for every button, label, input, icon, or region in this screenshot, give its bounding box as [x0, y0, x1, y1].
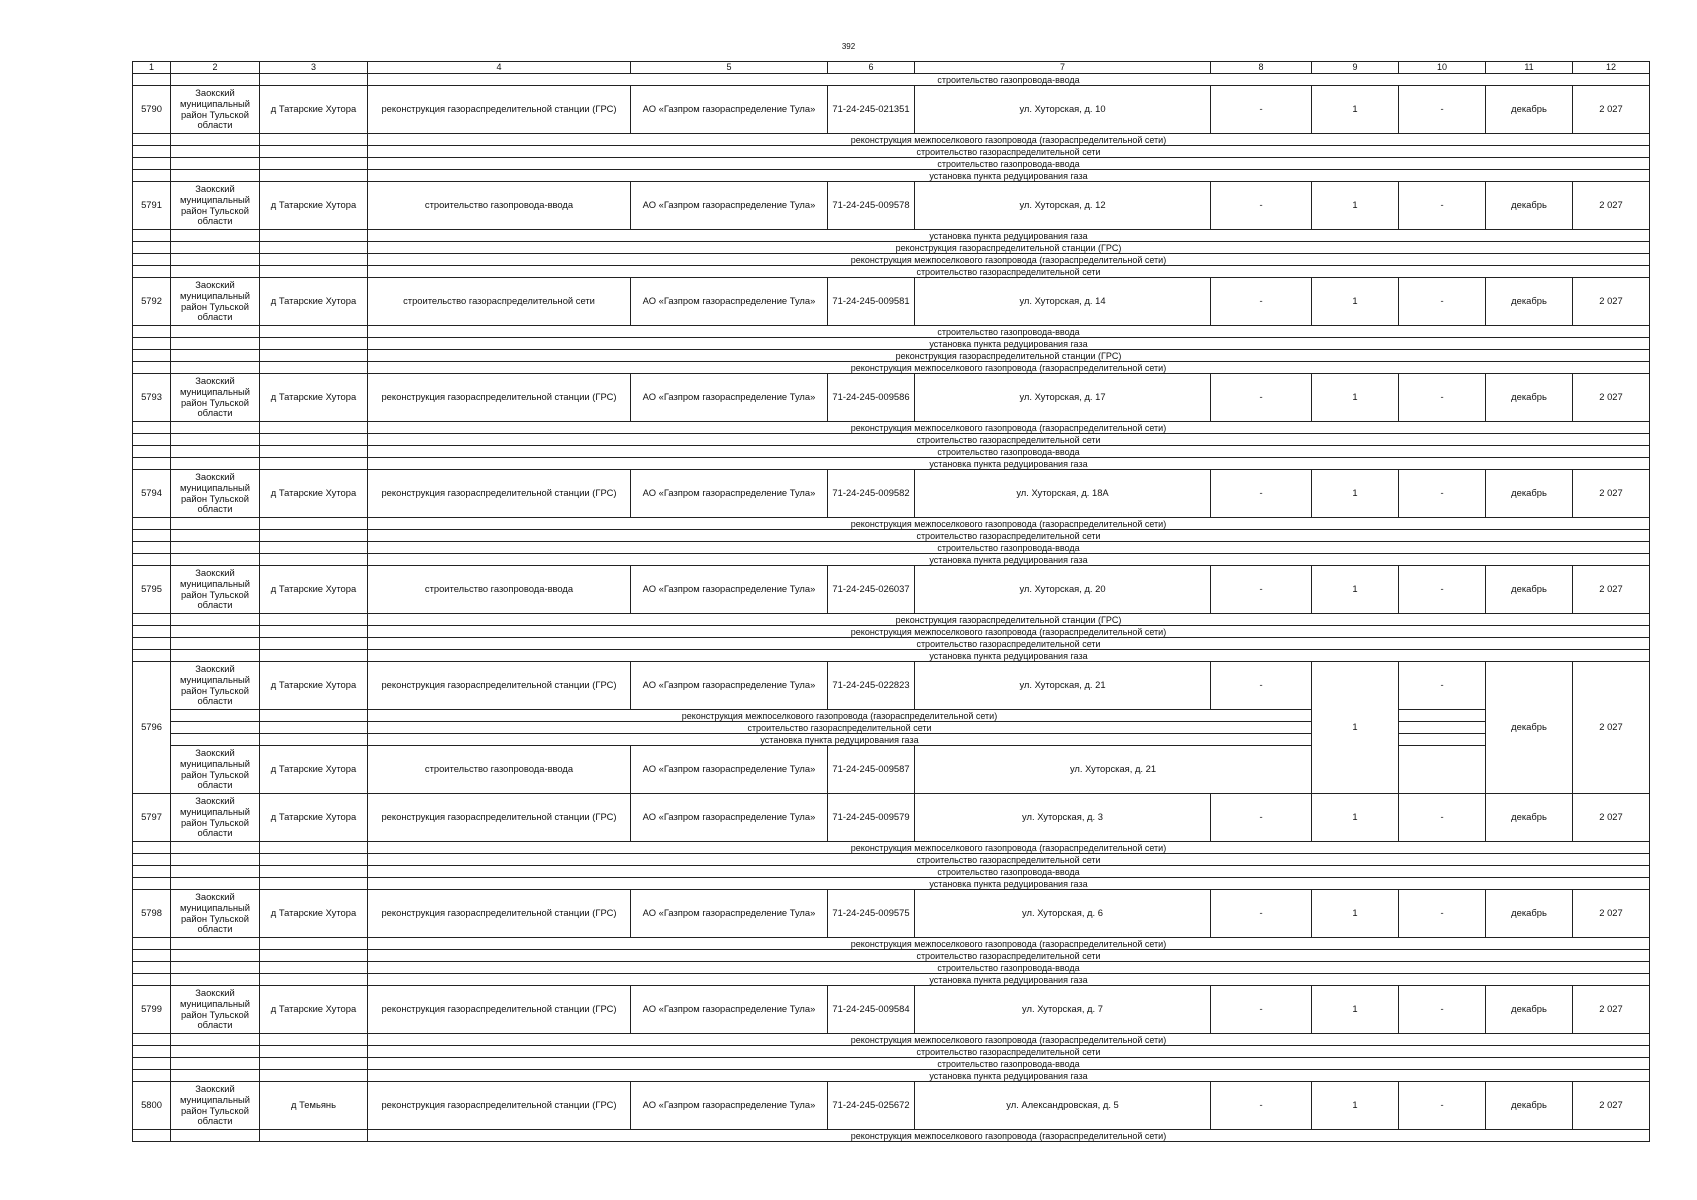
row-number: 5799: [133, 986, 171, 1034]
code-cell: 71-24-245-009581: [828, 278, 915, 326]
code-cell: 71-24-245-009582: [828, 470, 915, 518]
work-type: строительство газораспределительной сети: [368, 854, 1650, 866]
district-cell: Заокский муниципальный район Тульской области: [171, 890, 260, 938]
village-cell: д Татарские Хутора: [260, 746, 368, 794]
work-cell: строительство газораспределительной сети: [368, 278, 631, 326]
col9-cell: 1: [1312, 182, 1399, 230]
work-type: строительство газопровода-ввода: [368, 74, 1650, 86]
work-type: реконструкция межпоселкового газопровода (газораспределительной сети): [368, 422, 1650, 434]
address-cell: ул. Хуторская, д. 3: [915, 794, 1211, 842]
col10-cell: -: [1399, 794, 1486, 842]
month-cell: декабрь: [1486, 1082, 1573, 1130]
code-cell: 71-24-245-021351: [828, 86, 915, 134]
work-row: [133, 734, 1650, 746]
district-cell: Заокский муниципальный район Тульской области: [171, 278, 260, 326]
column-number: 4: [368, 62, 631, 74]
page-number: 392: [841, 42, 856, 51]
address-cell: ул. Хуторская, д. 10: [915, 86, 1211, 134]
col10-cell: -: [1399, 1082, 1486, 1130]
work-type: реконструкция газораспределительной станции (ГРС): [368, 242, 1650, 254]
address-cell: ул. Хуторская, д. 12: [915, 182, 1211, 230]
work-row: [133, 974, 1650, 986]
work-cell: строительство газопровода-ввода: [368, 746, 631, 794]
col9-cell: 1: [1312, 86, 1399, 134]
code-cell: 71-24-245-009578: [828, 182, 915, 230]
table-row: [133, 662, 1650, 710]
work-type: строительство газопровода-ввода: [368, 962, 1650, 974]
organization-cell: АО «Газпром газораспределение Тула»: [631, 278, 828, 326]
work-type: установка пункта редуцирования газа: [368, 458, 1650, 470]
work-type: реконструкция межпоселкового газопровода (газораспределительной сети): [368, 938, 1650, 950]
col10-cell: -: [1399, 182, 1486, 230]
col10-cell: -: [1399, 86, 1486, 134]
work-cell: реконструкция газораспределительной станции (ГРС): [368, 86, 631, 134]
organization-cell: АО «Газпром газораспределение Тула»: [631, 566, 828, 614]
work-cell: реконструкция газораспределительной станции (ГРС): [368, 470, 631, 518]
col9-cell: 1: [1312, 1082, 1399, 1130]
work-type: строительство газораспределительной сети: [368, 638, 1650, 650]
village-cell: д Татарские Хутора: [260, 986, 368, 1034]
col9-cell: 1: [1312, 470, 1399, 518]
column-number: 3: [260, 62, 368, 74]
col10-cell: -: [1399, 986, 1486, 1034]
district-cell: Заокский муниципальный район Тульской области: [171, 746, 260, 794]
work-type: установка пункта редуцирования газа: [368, 554, 1650, 566]
work-row: [133, 350, 1650, 362]
work-type: установка пункта редуцирования газа: [368, 650, 1650, 662]
work-row: [133, 74, 1650, 86]
col9-cell: 1: [1312, 890, 1399, 938]
organization-cell: АО «Газпром газораспределение Тула»: [631, 794, 828, 842]
col10-cell: -: [1399, 374, 1486, 422]
work-type: установка пункта редуцирования газа: [368, 878, 1650, 890]
month-cell: декабрь: [1486, 470, 1573, 518]
district-cell: Заокский муниципальный район Тульской области: [171, 470, 260, 518]
column-number: 7: [915, 62, 1211, 74]
year-cell: 2 027: [1573, 1082, 1650, 1130]
work-type: строительство газопровода-ввода: [368, 1058, 1650, 1070]
work-row: [133, 866, 1650, 878]
month-cell: декабрь: [1486, 278, 1573, 326]
work-type: строительство газораспределительной сети: [368, 146, 1650, 158]
row-number: 5796: [133, 662, 171, 794]
organization-cell: АО «Газпром газораспределение Тула»: [631, 890, 828, 938]
village-cell: д Татарские Хутора: [260, 794, 368, 842]
gasification-register-table: [132, 61, 1650, 1142]
work-row: [133, 554, 1650, 566]
work-type: реконструкция межпоселкового газопровода (газораспределительной сети): [368, 518, 1650, 530]
code-cell: 71-24-245-026037: [828, 566, 915, 614]
table-row: [133, 986, 1650, 1034]
work-row: [133, 614, 1650, 626]
row-number: 5791: [133, 182, 171, 230]
code-cell: 71-24-245-009586: [828, 374, 915, 422]
code-cell: 71-24-245-025672: [828, 1082, 915, 1130]
village-cell: д Татарские Хутора: [260, 662, 368, 710]
organization-cell: АО «Газпром газораспределение Тула»: [631, 470, 828, 518]
table-row: [133, 890, 1650, 938]
table-row: [133, 278, 1650, 326]
work-type: установка пункта редуцирования газа: [368, 1070, 1650, 1082]
work-type: установка пункта редуцирования газа: [368, 230, 1650, 242]
month-cell: декабрь: [1486, 86, 1573, 134]
column-number: 12: [1573, 62, 1650, 74]
district-cell: Заокский муниципальный район Тульской области: [171, 566, 260, 614]
column-number: 2: [171, 62, 260, 74]
work-row: [133, 326, 1650, 338]
district-cell: Заокский муниципальный район Тульской области: [171, 374, 260, 422]
col10-cell: -: [1399, 278, 1486, 326]
month-cell: декабрь: [1486, 374, 1573, 422]
work-type: реконструкция межпоселкового газопровода (газораспределительной сети): [368, 842, 1650, 854]
work-row: [133, 878, 1650, 890]
row-number: 5792: [133, 278, 171, 326]
address-cell: ул. Хуторская, д. 7: [915, 986, 1211, 1034]
col10-cell: -: [1399, 662, 1486, 710]
work-row: [133, 146, 1650, 158]
year-cell: 2 027: [1573, 86, 1650, 134]
col9-cell: 1: [1312, 374, 1399, 422]
column-number-row: [133, 62, 1650, 74]
col8-cell: -: [1211, 890, 1312, 938]
organization-cell: АО «Газпром газораспределение Тула»: [631, 662, 828, 710]
col8-cell: -: [1211, 182, 1312, 230]
work-type: реконструкция межпоселкового газопровода (газораспределительной сети): [368, 710, 1312, 722]
work-type: строительство газораспределительной сети: [368, 434, 1650, 446]
year-cell: 2 027: [1573, 662, 1650, 794]
work-row: [133, 266, 1650, 278]
work-row: [133, 158, 1650, 170]
work-row: [133, 362, 1650, 374]
work-type: строительство газопровода-ввода: [368, 866, 1650, 878]
work-type: реконструкция межпоселкового газопровода (газораспределительной сети): [368, 626, 1650, 638]
work-type: реконструкция газораспределительной станции (ГРС): [368, 350, 1650, 362]
col8-cell: -: [1211, 986, 1312, 1034]
col8-cell: -: [1211, 794, 1312, 842]
year-cell: 2 027: [1573, 374, 1650, 422]
address-cell: ул. Александровская, д. 5: [915, 1082, 1211, 1130]
row-number: 5797: [133, 794, 171, 842]
work-cell: строительство газопровода-ввода: [368, 182, 631, 230]
village-cell: д Темьянь: [260, 1082, 368, 1130]
table-row: [133, 566, 1650, 614]
work-row: [133, 134, 1650, 146]
col10-cell: -: [1399, 890, 1486, 938]
col8-cell: -: [1211, 374, 1312, 422]
work-row: [133, 962, 1650, 974]
row-number: 5798: [133, 890, 171, 938]
address-cell: ул. Хуторская, д. 21: [915, 746, 1312, 794]
code-cell: 71-24-245-009579: [828, 794, 915, 842]
work-type: реконструкция межпоселкового газопровода (газораспределительной сети): [368, 1034, 1650, 1046]
work-row: [133, 950, 1650, 962]
work-cell: строительство газопровода-ввода: [368, 566, 631, 614]
work-row: [133, 1058, 1650, 1070]
work-type: строительство газораспределительной сети: [368, 722, 1312, 734]
col8-cell: -: [1211, 278, 1312, 326]
work-row: [133, 1130, 1650, 1142]
work-row: [133, 434, 1650, 446]
col9-cell: 1: [1312, 566, 1399, 614]
village-cell: д Татарские Хутора: [260, 182, 368, 230]
address-cell: ул. Хуторская, д. 6: [915, 890, 1211, 938]
work-row: [133, 458, 1650, 470]
year-cell: 2 027: [1573, 470, 1650, 518]
work-cell: реконструкция газораспределительной станции (ГРС): [368, 374, 631, 422]
work-cell: реконструкция газораспределительной станции (ГРС): [368, 662, 631, 710]
organization-cell: АО «Газпром газораспределение Тула»: [631, 746, 828, 794]
work-row: [133, 530, 1650, 542]
work-type: установка пункта редуцирования газа: [368, 734, 1312, 746]
work-row: [133, 938, 1650, 950]
work-type: строительство газопровода-ввода: [368, 542, 1650, 554]
village-cell: д Татарские Хутора: [260, 278, 368, 326]
work-cell: реконструкция газораспределительной станции (ГРС): [368, 1082, 631, 1130]
work-type: реконструкция межпоселкового газопровода (газораспределительной сети): [368, 1130, 1650, 1142]
work-row: [133, 1070, 1650, 1082]
work-row: [133, 242, 1650, 254]
table-row: [133, 1082, 1650, 1130]
col10-cell: -: [1399, 566, 1486, 614]
address-cell: ул. Хуторская, д. 17: [915, 374, 1211, 422]
work-cell: реконструкция газораспределительной станции (ГРС): [368, 890, 631, 938]
work-row: [133, 710, 1650, 722]
table-row: [133, 794, 1650, 842]
address-cell: ул. Хуторская, д. 21: [915, 662, 1211, 710]
work-row: [133, 446, 1650, 458]
col9-cell: 1: [1312, 662, 1399, 794]
work-row: [133, 170, 1650, 182]
work-type: установка пункта редуцирования газа: [368, 170, 1650, 182]
work-row: [133, 842, 1650, 854]
work-cell: реконструкция газораспределительной станции (ГРС): [368, 986, 631, 1034]
col8-cell: -: [1211, 1082, 1312, 1130]
table-row: [133, 86, 1650, 134]
work-row: [133, 338, 1650, 350]
organization-cell: АО «Газпром газораспределение Тула»: [631, 86, 828, 134]
work-type: строительство газораспределительной сети: [368, 266, 1650, 278]
col8-cell: -: [1211, 566, 1312, 614]
row-number: 5794: [133, 470, 171, 518]
work-type: установка пункта редуцирования газа: [368, 338, 1650, 350]
year-cell: 2 027: [1573, 182, 1650, 230]
month-cell: декабрь: [1486, 794, 1573, 842]
district-cell: Заокский муниципальный район Тульской области: [171, 182, 260, 230]
column-number: 8: [1211, 62, 1312, 74]
col9-cell: 1: [1312, 986, 1399, 1034]
year-cell: 2 027: [1573, 986, 1650, 1034]
work-type: реконструкция межпоселкового газопровода (газораспределительной сети): [368, 254, 1650, 266]
row-number: 5800: [133, 1082, 171, 1130]
column-number: 5: [631, 62, 828, 74]
district-cell: Заокский муниципальный район Тульской области: [171, 794, 260, 842]
work-cell: реконструкция газораспределительной станции (ГРС): [368, 794, 631, 842]
work-type: строительство газораспределительной сети: [368, 1046, 1650, 1058]
district-cell: Заокский муниципальный район Тульской области: [171, 662, 260, 710]
month-cell: декабрь: [1486, 662, 1573, 794]
work-row: [133, 626, 1650, 638]
column-number: 1: [133, 62, 171, 74]
work-type: установка пункта редуцирования газа: [368, 974, 1650, 986]
organization-cell: АО «Газпром газораспределение Тула»: [631, 986, 828, 1034]
work-row: [133, 542, 1650, 554]
work-row: [133, 230, 1650, 242]
table-row: [133, 374, 1650, 422]
code-cell: 71-24-245-009587: [828, 746, 915, 794]
work-type: реконструкция межпоселкового газопровода (газораспределительной сети): [368, 134, 1650, 146]
year-cell: 2 027: [1573, 278, 1650, 326]
work-row: [133, 422, 1650, 434]
village-cell: д Татарские Хутора: [260, 86, 368, 134]
address-cell: ул. Хуторская, д. 18А: [915, 470, 1211, 518]
table-row: [133, 470, 1650, 518]
row-number: 5795: [133, 566, 171, 614]
district-cell: Заокский муниципальный район Тульской области: [171, 86, 260, 134]
district-cell: Заокский муниципальный район Тульской области: [171, 1082, 260, 1130]
work-type: строительство газопровода-ввода: [368, 326, 1650, 338]
organization-cell: АО «Газпром газораспределение Тула»: [631, 374, 828, 422]
work-type: реконструкция газораспределительной станции (ГРС): [368, 614, 1650, 626]
work-row: [133, 722, 1650, 734]
organization-cell: АО «Газпром газораспределение Тула»: [631, 182, 828, 230]
year-cell: 2 027: [1573, 890, 1650, 938]
row-number: 5790: [133, 86, 171, 134]
code-cell: 71-24-245-009584: [828, 986, 915, 1034]
village-cell: д Татарские Хутора: [260, 374, 368, 422]
column-number: 9: [1312, 62, 1399, 74]
year-cell: 2 027: [1573, 566, 1650, 614]
table-row: [133, 746, 1650, 794]
month-cell: декабрь: [1486, 566, 1573, 614]
table-row: [133, 182, 1650, 230]
work-row: [133, 254, 1650, 266]
col9-cell: 1: [1312, 794, 1399, 842]
month-cell: декабрь: [1486, 890, 1573, 938]
column-number: 11: [1486, 62, 1573, 74]
col8-cell: -: [1211, 86, 1312, 134]
col8-cell: -: [1211, 662, 1312, 710]
column-number: 10: [1399, 62, 1486, 74]
work-type: строительство газопровода-ввода: [368, 446, 1650, 458]
address-cell: ул. Хуторская, д. 20: [915, 566, 1211, 614]
village-cell: д Татарские Хутора: [260, 566, 368, 614]
work-row: [133, 650, 1650, 662]
month-cell: декабрь: [1486, 182, 1573, 230]
work-type: строительство газораспределительной сети: [368, 530, 1650, 542]
village-cell: д Татарские Хутора: [260, 890, 368, 938]
col9-cell: 1: [1312, 278, 1399, 326]
work-type: строительство газораспределительной сети: [368, 950, 1650, 962]
organization-cell: АО «Газпром газораспределение Тула»: [631, 1082, 828, 1130]
year-cell: 2 027: [1573, 794, 1650, 842]
work-type: реконструкция межпоселкового газопровода (газораспределительной сети): [368, 362, 1650, 374]
code-cell: 71-24-245-009575: [828, 890, 915, 938]
work-row: [133, 1046, 1650, 1058]
work-row: [133, 638, 1650, 650]
code-cell: 71-24-245-022823: [828, 662, 915, 710]
month-cell: декабрь: [1486, 986, 1573, 1034]
col10-cell: -: [1399, 470, 1486, 518]
work-row: [133, 518, 1650, 530]
work-row: [133, 1034, 1650, 1046]
address-cell: ул. Хуторская, д. 14: [915, 278, 1211, 326]
district-cell: Заокский муниципальный район Тульской области: [171, 986, 260, 1034]
work-type: строительство газопровода-ввода: [368, 158, 1650, 170]
col8-cell: -: [1211, 470, 1312, 518]
row-number: 5793: [133, 374, 171, 422]
village-cell: д Татарские Хутора: [260, 470, 368, 518]
column-number: 6: [828, 62, 915, 74]
work-row: [133, 854, 1650, 866]
